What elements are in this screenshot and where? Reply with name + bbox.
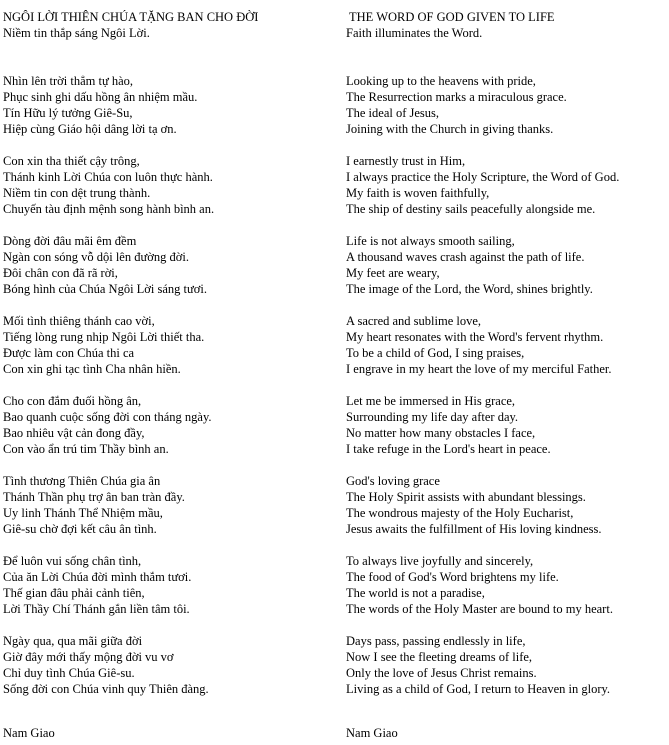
vietnamese-stanza-7 — [3, 553, 333, 617]
english-poem-column — [346, 9, 666, 697]
poem-line: Con vào ẩn trú tim Thầy bình an. — [3, 442, 169, 456]
poem-line: Thánh Thần phụ trợ ân ban tràn đầy. — [3, 490, 185, 504]
poem-line: Giờ đây mới thấy mộng đời vu vơ — [3, 650, 174, 664]
poem-line: Con xin tha thiết cậy trông, — [3, 154, 140, 168]
english-stanza-8 — [346, 633, 666, 697]
poem-line: Days pass, passing endlessly in life, — [346, 634, 526, 648]
poem-line: Phục sinh ghi dấu hồng ân nhiệm mầu. — [3, 90, 198, 104]
poem-line: Living as a child of God, I return to Heaven in glory. — [346, 682, 611, 696]
english-title: THE WORD OF GOD GIVEN TO LIFE — [349, 10, 555, 24]
english-stanza-4 — [346, 313, 666, 377]
poem-line: Hiệp cùng Giáo hội dâng lời tạ ơn. — [3, 122, 177, 136]
poem-line: Sống đời con Chúa vinh quy Thiên đàng. — [3, 682, 209, 696]
vietnamese-poem-column — [3, 9, 333, 697]
poem-line: Ngày qua, qua mãi giữa đời — [3, 634, 143, 648]
poem-line: Thế gian đâu phải cảnh tiên, — [3, 586, 145, 600]
english-stanza-3 — [346, 233, 666, 297]
poem-line: I earnestly trust in Him, — [346, 154, 466, 168]
vietnamese-stanza-6 — [3, 473, 333, 537]
poem-line: Bao nhiêu vật cản đong đầy, — [3, 426, 145, 440]
poem-line: Chuyến tàu định mệnh song hành bình an. — [3, 202, 215, 216]
poem-line: I take refuge in the Lord's heart in peace. — [346, 442, 551, 456]
poem-line: Now I see the fleeting dreams of life, — [346, 650, 533, 664]
poem-line: Thánh kinh Lời Chúa con luôn thực hành. — [3, 170, 213, 184]
english-author: Nam Giao — [346, 726, 398, 740]
poem-line: To be a child of God, I sing praises, — [346, 346, 525, 360]
poem-line: Looking up to the heavens with pride, — [346, 74, 536, 88]
poem-line: I engrave in my heart the love of my merciful Father. — [346, 362, 612, 376]
poem-line: Life is not always smooth sailing, — [346, 234, 515, 248]
poem-line: No matter how many obstacles I face, — [346, 426, 536, 440]
poem-line: Chỉ duy tình Chúa Giê-su. — [3, 666, 135, 680]
vietnamese-stanza-3 — [3, 233, 333, 297]
poem-line: Jesus awaits the fulfillment of His loving kindness. — [346, 522, 602, 536]
english-stanza-6 — [346, 473, 666, 537]
poem-line: Tình thương Thiên Chúa gia ân — [3, 474, 161, 488]
poem-line: My heart resonates with the Word's fervent rhythm. — [346, 330, 604, 344]
english-stanza-5 — [346, 393, 666, 457]
vietnamese-stanza-8 — [3, 633, 333, 697]
poem-line: Only the love of Jesus Christ remains. — [346, 666, 537, 680]
poem-line: Của ăn Lời Chúa đời mình thắm tươi. — [3, 570, 192, 584]
poem-line: The wondrous majesty of the Holy Eucharist, — [346, 506, 574, 520]
poem-line: The image of the Lord, the Word, shines brightly. — [346, 282, 593, 296]
poem-line: Joining with the Church in giving thanks. — [346, 122, 554, 136]
vietnamese-subtitle: Niềm tin thắp sáng Ngôi Lời. — [3, 26, 150, 40]
poem-line: Bóng hình của Chúa Ngôi Lời sáng tươi. — [3, 282, 208, 296]
english-stanza-2 — [346, 153, 666, 217]
poem-line: God's loving grace — [346, 474, 440, 488]
poem-line: Mối tình thiêng thánh cao vời, — [3, 314, 155, 328]
poem-line: Ngàn con sóng vỗ dội lên đường đời. — [3, 250, 189, 264]
vietnamese-stanza-2 — [3, 153, 333, 217]
poem-line: Niềm tin con dệt trung thành. — [3, 186, 151, 200]
poem-line: Uy linh Thánh Thể Nhiệm mầu, — [3, 506, 163, 520]
poem-line: Let me be immersed in His grace, — [346, 394, 516, 408]
vietnamese-author: Nam Giao — [3, 726, 55, 740]
poem-line: Để luôn vui sống chân tình, — [3, 554, 142, 568]
poem-line: My faith is woven faithfully, — [346, 186, 490, 200]
english-stanza-1 — [346, 73, 666, 137]
poem-line: My feet are weary, — [346, 266, 440, 280]
poem-line: The world is not a paradise, — [346, 586, 485, 600]
poem-line: Cho con đắm đuối hồng ân, — [3, 394, 142, 408]
poem-line: Con xin ghi tạc tình Cha nhân hiền. — [3, 362, 181, 376]
english-subtitle: Faith illuminates the Word. — [346, 26, 483, 40]
vietnamese-stanza-4 — [3, 313, 333, 377]
poem-line: The food of God's Word brightens my life. — [346, 570, 559, 584]
poem-line: Tín Hữu lý tưởng Giê-Su, — [3, 106, 133, 120]
poem-line: Nhìn lên trời thẳm tự hào, — [3, 74, 134, 88]
poem-line: A sacred and sublime love, — [346, 314, 482, 328]
poem-line: The Resurrection marks a miraculous grace. — [346, 90, 567, 104]
poem-line: The words of the Holy Master are bound to my heart. — [346, 602, 613, 616]
english-stanza-7 — [346, 553, 666, 617]
poem-line: Tiếng lòng rung nhịp Ngôi Lời thiết tha. — [3, 330, 205, 344]
poem-line: I always practice the Holy Scripture, the Word of God. — [346, 170, 620, 184]
vietnamese-stanza-1 — [3, 73, 333, 137]
poem-line: The Holy Spirit assists with abundant blessings. — [346, 490, 586, 504]
poem-line: Bao quanh cuộc sống đời con tháng ngày. — [3, 410, 212, 424]
poem-line: Được làm con Chúa thi ca — [3, 346, 135, 360]
poem-line: To always live joyfully and sincerely, — [346, 554, 534, 568]
poem-line: Surrounding my life day after day. — [346, 410, 519, 424]
poem-line: Đôi chân con đã rã rời, — [3, 266, 118, 280]
poem-line: The ship of destiny sails peacefully alongside me. — [346, 202, 596, 216]
poem-line: Lời Thầy Chí Thánh gắn liền tâm tôi. — [3, 602, 190, 616]
poem-line: The ideal of Jesus, — [346, 106, 440, 120]
vietnamese-title: NGÔI LỜI THIÊN CHÚA TẶNG BAN CHO ĐỜI — [3, 10, 259, 24]
vietnamese-stanza-5 — [3, 393, 333, 457]
poem-line: Dòng đời đâu mãi êm đềm — [3, 234, 137, 248]
poem-line: Giê-su chờ đợi kết câu ân tình. — [3, 522, 157, 536]
poem-line: A thousand waves crash against the path of life. — [346, 250, 585, 264]
